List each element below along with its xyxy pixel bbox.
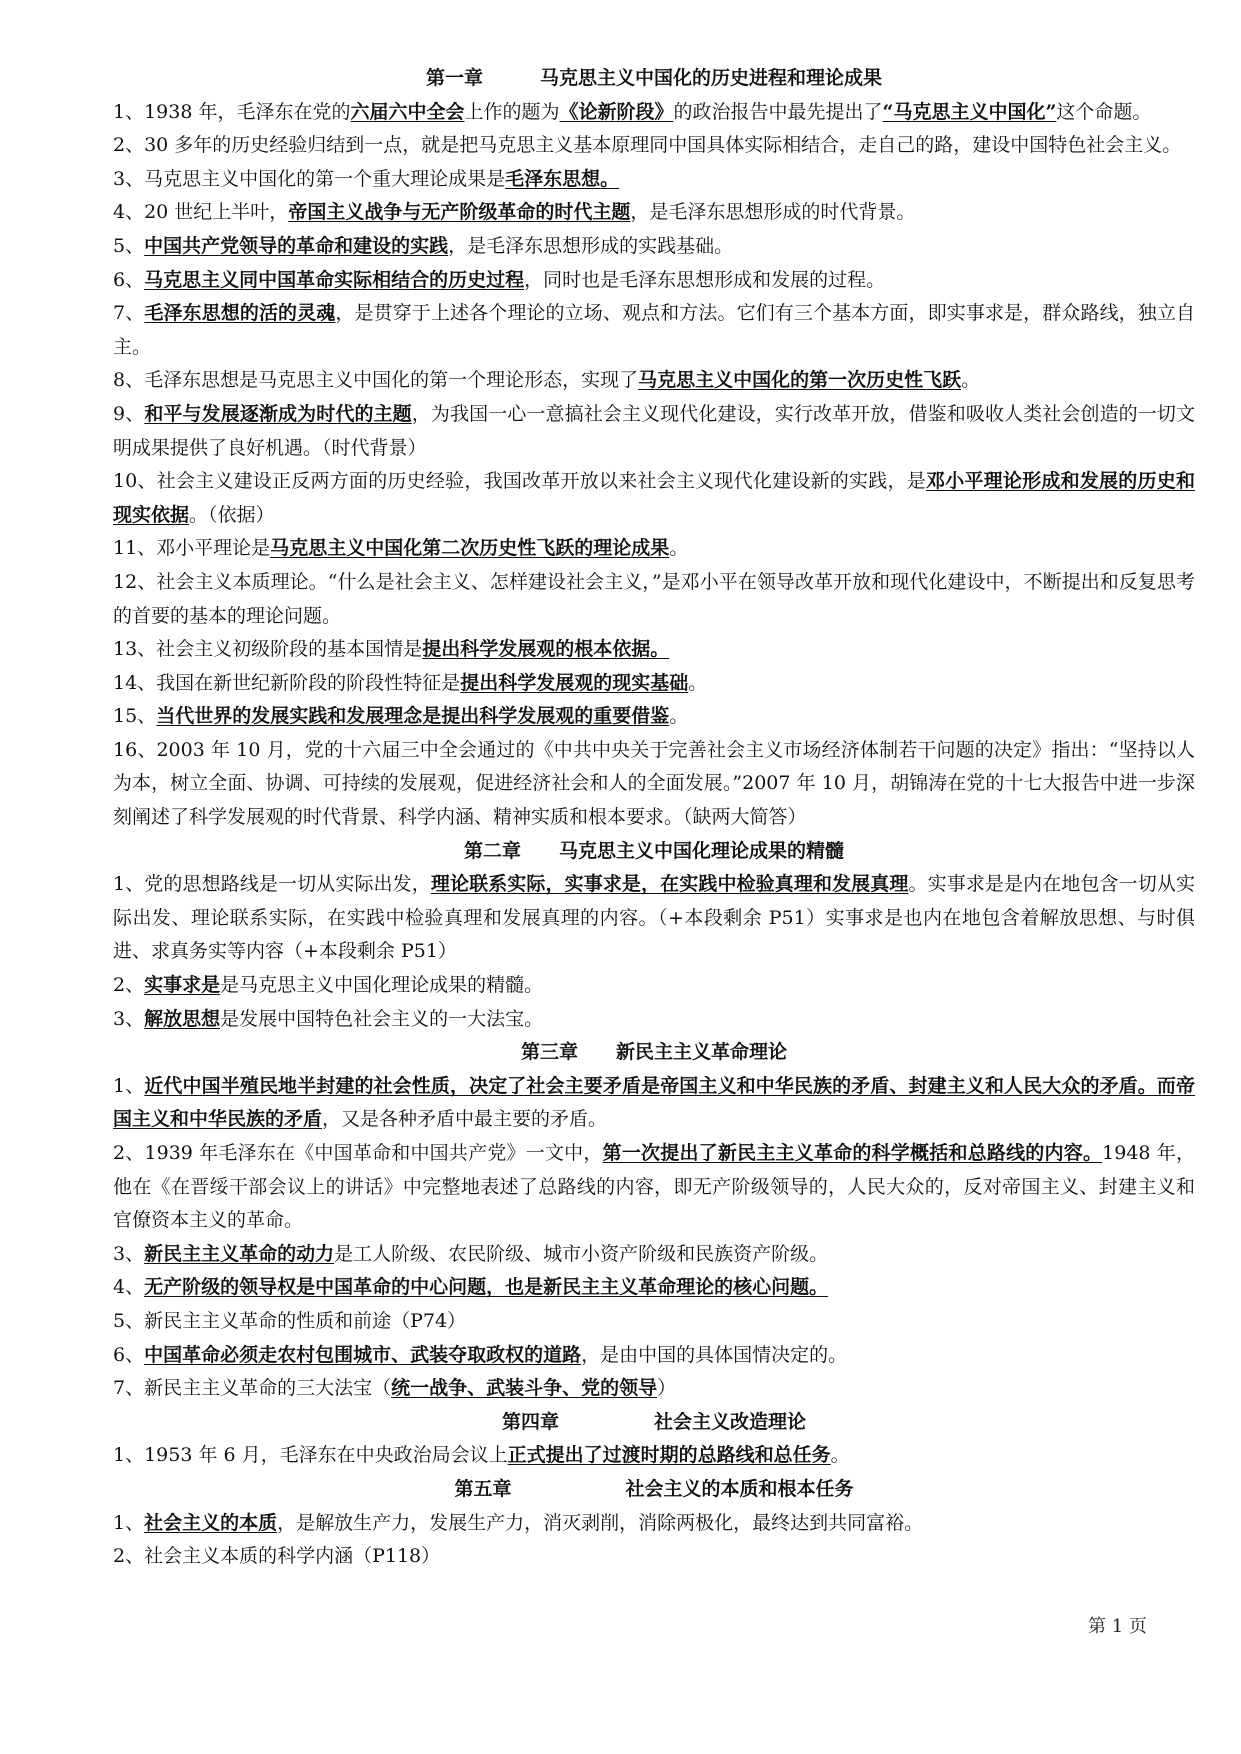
chapter-4-title: 第四章 社会主义改造理论 bbox=[501, 1410, 806, 1433]
ch1-item-13: 13、社会主义初级阶段的基本国情是提出科学发展观的根本依据。 bbox=[113, 638, 670, 661]
page-number: 第 1 页 bbox=[1088, 1616, 1147, 1637]
ch1-item-7: 7、毛泽东思想的活的灵魂，是贯穿于上述各个理论的立场、观点和方法。它们有三个基本方面，即实事求是，群众路线，独立自主。 bbox=[113, 302, 1195, 358]
ch2-item-2: 2、实事求是是马克思主义中国化理论成果的精髓。 bbox=[113, 974, 544, 997]
ch1-item-2: 2、30 多年的历史经验归结到一点，就是把马克思主义基本原理同中国具体实际相结合，走自己的路，建设中国特色社会主义。 bbox=[113, 134, 1182, 157]
chapter-5-title: 第五章 社会主义的本质和根本任务 bbox=[454, 1477, 854, 1500]
chapter-1-title: 第一章 马克思主义中国化的历史进程和理论成果 bbox=[425, 67, 882, 89]
ch1-item-1: 1、1938 年，毛泽东在党的六届六中全会上作的题为《论新阶段》的政治报告中最先提出了“马克思主义中国化”这个命题。 bbox=[113, 100, 1152, 123]
ch4-item-1: 1、1953 年 6 月，毛泽东在中央政治局会议上正式提出了过渡时期的总路线和总任务。 bbox=[113, 1444, 850, 1467]
ch3-item-7: 7、新民主主义革命的三大法宝（统一战争、武装斗争、党的领导） bbox=[113, 1377, 677, 1400]
ch2-item-1: 1、党的思想路线是一切从实际出发，理论联系实际，实事求是，在实践中检验真理和发展真理。实事求是是内在地包含一切从实际出发、理论联系实际，在实践中检验真理和发展真理的内容。（+本段剩余 P51）实事求是也内在地包含着解放思想、与时俱进、求真务实等内容（+本段剩余 P51） bbox=[113, 873, 1195, 963]
ch1-item-8: 8、毛泽东思想是马克思主义中国化的第一个理论形态，实现了马克思主义中国化的第一次历史性飞跃。 bbox=[113, 369, 981, 392]
ch3-item-5: 5、新民主主义革命的性质和前途（P74） bbox=[113, 1309, 467, 1332]
ch1-item-9: 9、和平与发展逐渐成为时代的主题，为我国一心一意搞社会主义现代化建设，实行改革开放，借鉴和吸收人类社会创造的一切文明成果提供了良好机遇。（时代背景） bbox=[113, 402, 1195, 459]
chapter-3-title: 第三章 新民主主义革命理论 bbox=[520, 1041, 787, 1064]
ch1-item-6: 6、马克思主义同中国革命实际相结合的历史过程，同时也是毛泽东思想形成和发展的过程。 bbox=[113, 268, 886, 291]
ch3-item-2: 2、1939 年毛泽东在《中国革命和中国共产党》一文中，第一次提出了新民主主义革命的科学概括和总路线的内容。1948 年，他在《在晋绥干部会议上的讲话》中完整地表述了总路线的内容，即无产阶级领导的，人民大众的，反对帝国主义、封建主义和官僚资本主义的革命。 bbox=[113, 1142, 1195, 1232]
ch1-item-16: 16、2003 年 10 月，党的十六届三中全会通过的《中共中央关于完善社会主义市场经济体制若干问题的决定》指出：“坚持以人为本，树立全面、协调、可持续的发展观，促进经济社会和人的全面发展。”2007 年 10 月，胡锦涛在党的十七大报告中进一步深刻阐述了科学发展观的时代背景、科学内涵、精神实质和根本要求。（缺两大简答） bbox=[113, 738, 1195, 829]
ch2-item-3: 3、解放思想是发展中国特色社会主义的一大法宝。 bbox=[113, 1007, 544, 1030]
ch3-item-1: 1、近代中国半殖民地半封建的社会性质，决定了社会主要矛盾是帝国主义和中华民族的矛盾、封建主义和人民大众的矛盾。而帝国主义和中华民族的矛盾，又是各种矛盾中最主要的矛盾。 bbox=[113, 1074, 1195, 1131]
ch3-item-4: 4、无产阶级的领导权是中国革命的中心问题，也是新民主主义革命理论的核心问题。 bbox=[113, 1276, 829, 1299]
ch3-item-6: 6、中国革命必须走农村包围城市、武装夺取政权的道路，是由中国的具体国情决定的。 bbox=[113, 1343, 848, 1366]
ch5-item-1: 1、社会主义的本质，是解放生产力，发展生产力，消灭剥削，消除两极化，最终达到共同富裕。 bbox=[113, 1511, 924, 1534]
ch3-item-3: 3、新民主主义革命的动力是工人阶级、农民阶级、城市小资产阶级和民族资产阶级。 bbox=[113, 1242, 829, 1265]
ch1-item-5: 5、中国共产党领导的革命和建设的实践，是毛泽东思想形成的实践基础。 bbox=[113, 234, 734, 257]
document-body bbox=[113, 62, 1195, 1574]
ch1-item-15: 15、当代世界的发展实践和发展理念是提出科学发展观的重要借鉴。 bbox=[113, 705, 689, 728]
ch1-item-11: 11、邓小平理论是马克思主义中国化第二次历史性飞跃的理论成果。 bbox=[113, 537, 689, 560]
ch1-item-10: 10、社会主义建设正反两方面的历史经验，我国改革开放以来社会主义现代化建设新的实践，是邓小平理论形成和发展的历史和现实依据。（依据） bbox=[113, 470, 1195, 526]
chapter-2-title: 第二章 马克思主义中国化理论成果的精髓 bbox=[463, 839, 844, 862]
ch5-item-2: 2、社会主义本质的科学内涵（P118） bbox=[113, 1545, 441, 1568]
ch1-item-4: 4、20 世纪上半叶，帝国主义战争与无产阶级革命的时代主题，是毛泽东思想形成的时代背景。 bbox=[113, 201, 916, 224]
ch1-item-12: 12、社会主义本质理论。“什么是社会主义、怎样建设社会主义，”是邓小平在领导改革开放和现代化建设中，不断提出和反复思考的首要的基本的理论问题。 bbox=[113, 570, 1195, 627]
ch1-item-3: 3、马克思主义中国化的第一个重大理论成果是毛泽东思想。 bbox=[113, 167, 620, 190]
ch1-item-14: 14、我国在新世纪新阶段的阶段性特征是提出科学发展观的现实基础。 bbox=[113, 671, 708, 694]
